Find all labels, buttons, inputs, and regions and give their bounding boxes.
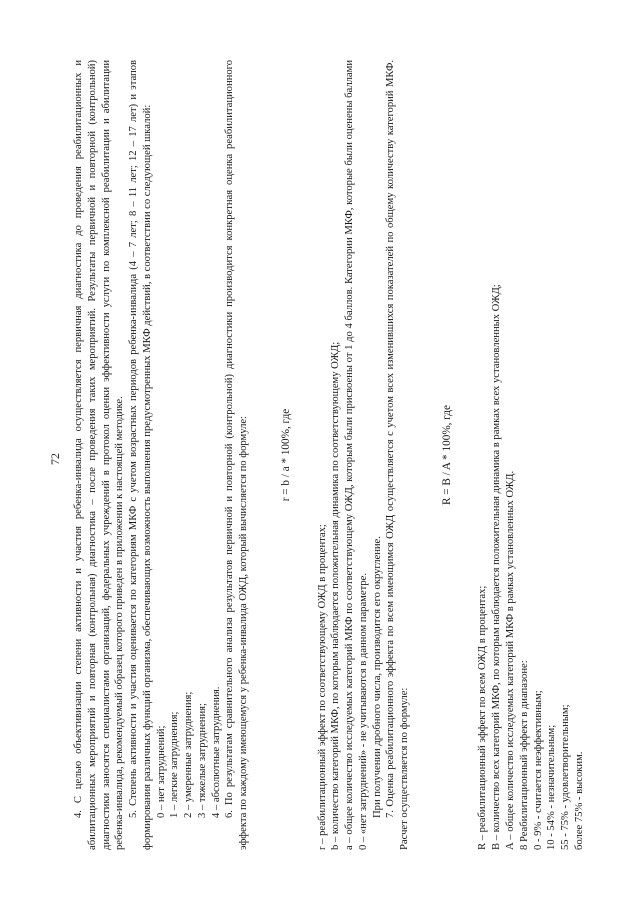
formula-R: R = B / A * 100%, где	[440, 405, 453, 505]
definition-item: 10 - 54% - незначительным;	[546, 724, 558, 850]
scale-item: 2 – умеренные затруднения;	[183, 691, 195, 818]
paragraph-7: 7. Оценка реабилитационного эффекта по всем имеющимся ОЖД осуществляется с учетом всех изменившихся показателей по общему количеству категорий МКФ. Расчет осуществляется по формуле:	[385, 60, 411, 850]
formula-r: r = b / a * 100%, где	[279, 408, 292, 502]
scale-item: 3 – тяжелые затруднения;	[196, 703, 208, 818]
definition-item: 0 - 9% - считается неэффективным;	[532, 690, 544, 850]
definitions-2	[476, 60, 586, 850]
document-page	[20, 30, 620, 880]
definition-item: 55 - 75% - удовлетворительным;	[560, 704, 572, 850]
scale-item: 1 – легкие затруднения;	[169, 711, 181, 818]
scale-item: 0 – нет затруднений;	[155, 725, 167, 818]
paragraph-5: 5. Степень активности и участия оценивается по категориям МКФ с учетом возрастных периодов ребенка-инвалида (4 – 7 лет; 8 – 11 лет; 12 – 17 лет) и этапов формирования различных функций организма, обеспечивающих возможность выполнения предусмотренных МКФ действий, в соответствии со следующей шкалой:	[128, 60, 153, 850]
definition-item: А – общее количество исследуемых категорий МКФ в рамках установленных ОЖД.	[504, 470, 516, 850]
page-number: 72	[48, 453, 62, 465]
paragraph-4: 4. С целью объективизации степени активности и участия ребенка-инвалида осуществляется первичная диагностика до проведения реабилитационных и абилитационных мероприятий и повторная (контрольная) диагностика – после проведения таких мероприятий. Результаты первичной и повторной (контрольной) диагностики заносятся специалистами организаций, федеральных учреждений в протокол оценки эффективности услуги по комплексной реабилитации и абилитации ребенка-инвалида, рекомендуемый образец которого приведен в приложении к настоящей методике.	[73, 60, 126, 850]
definition-item: При получении дробного числа, производится его округление.	[371, 536, 383, 818]
definition-item: R – реабилитационный эффект по всем ОЖД в процентах;	[477, 585, 489, 850]
definition-item: более 75% - высоким.	[573, 751, 585, 850]
definitions-1	[316, 60, 385, 850]
definition-item: b – количество категорий МКФ, по которым наблюдается положительная динамика по соответствующему ОЖД;	[330, 341, 342, 850]
scale-item: 4 – абсолютные затруднения.	[210, 686, 222, 818]
scale-list	[155, 60, 224, 850]
definition-item: 8 Реабилитационный эффект в диапазоне:	[518, 660, 530, 850]
definition-item: В – количество всех категорий МКФ, по которым наблюдается положительная динамика в рамках всех установленных ОЖД;	[491, 284, 503, 850]
definition-item: a – общее количество исследуемых категорий МКФ по соответствующему ОЖД, которым были присвоены от 1 до 4 баллов. Категории МКФ, которые были оценены баллами 0 – «нет затруднений» - не учитываются в данном параметре.	[344, 60, 369, 850]
paragraph-6: 6. По результатам сравнительного анализа результатов первичной и повторной (контрольной) диагностики производится конкретная оценка реабилитационного эффекта по каждому имеющемуся у ребенка-инвалида ОЖД, который вычисляется по формуле:	[224, 60, 250, 850]
definition-item: r – реабилитационный эффект по соответствующему ОЖД в процентах;	[316, 524, 328, 850]
document-body	[72, 60, 587, 850]
